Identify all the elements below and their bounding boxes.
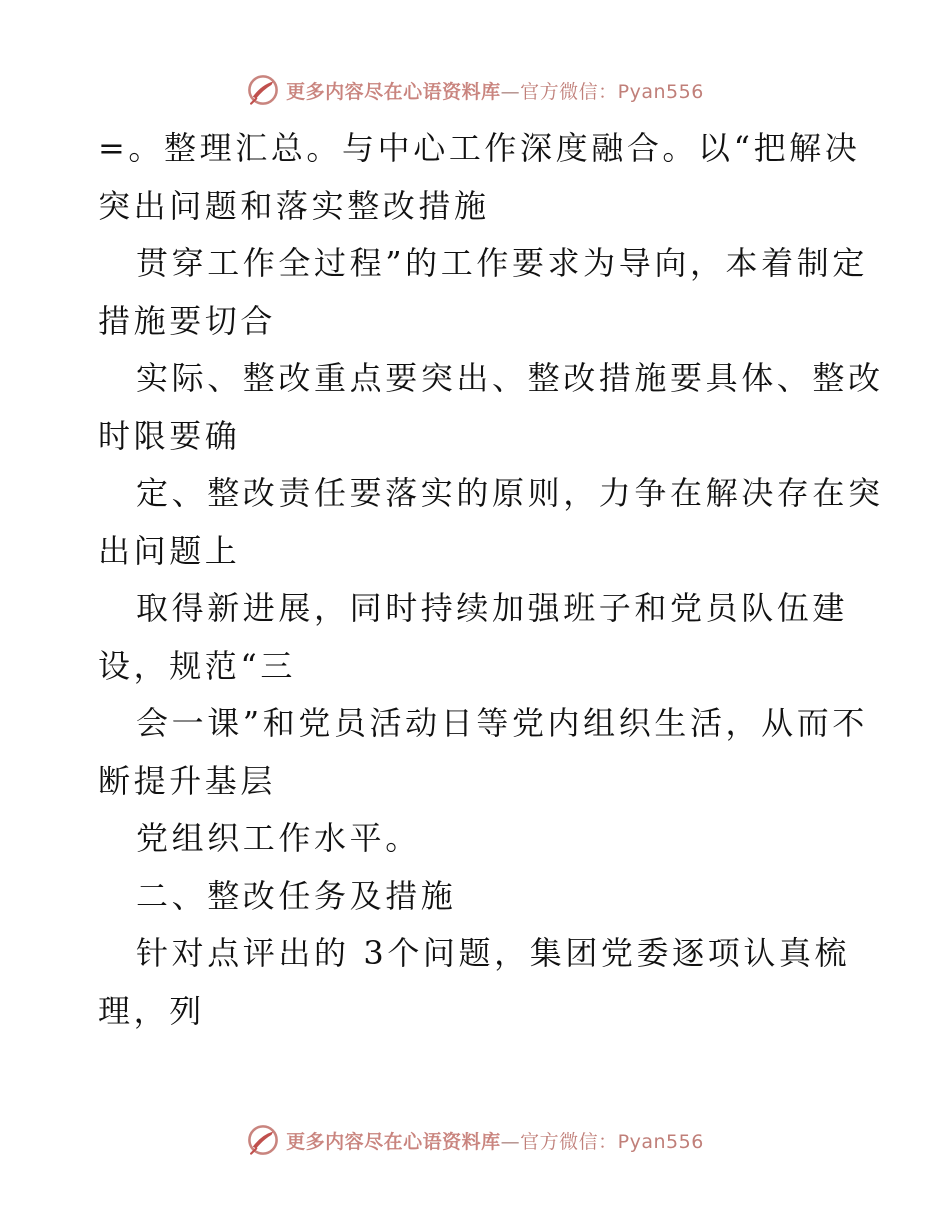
- text-line: 突出问题和落实整改措施: [98, 186, 490, 225]
- pen-logo-icon: [246, 73, 280, 107]
- text-line: 措施要切合: [98, 301, 277, 340]
- watermark-separator: —: [500, 1130, 521, 1153]
- text-line: =。整理汇总。与中心工作深度融合。以“把解决: [98, 129, 861, 167]
- pen-logo-icon: [246, 1123, 280, 1157]
- text-line: 设，规范“三: [98, 646, 296, 685]
- text-line: 贯穿工作全过程”的工作要求为导向，本着制定: [136, 244, 868, 282]
- text-line: 针对点评出的 3个问题，集团党委逐项认真梳: [136, 934, 851, 972]
- text-line: 理，列: [98, 991, 205, 1030]
- watermark-account: 官方微信：Pyan556: [520, 1130, 704, 1153]
- watermark-brand: 更多内容尽在心语资料库: [286, 1130, 501, 1153]
- watermark-separator: —: [500, 80, 521, 103]
- text-line: 时限要确: [98, 416, 241, 455]
- document-body: [98, 120, 884, 1040]
- text-line: 会一课”和党员活动日等党内组织生活，从而不: [136, 704, 868, 742]
- text-line: 党组织工作水平。: [136, 819, 421, 857]
- text-line: 二、整改任务及措施: [136, 876, 457, 915]
- text-line: 取得新进展，同时持续加强班子和党员队伍建: [136, 589, 849, 627]
- watermark-account: 官方微信：Pyan556: [520, 80, 704, 103]
- text-line: 断提升基层: [98, 761, 277, 800]
- footer-watermark: [0, 1120, 950, 1160]
- header-watermark: [0, 70, 950, 110]
- text-line: 定、整改责任要落实的原则，力争在解决存在突: [136, 474, 884, 512]
- text-line: 出问题上: [98, 531, 241, 570]
- text-line: 实际、整改重点要突出、整改措施要具体、整改: [136, 359, 884, 397]
- watermark-brand: 更多内容尽在心语资料库: [286, 80, 501, 103]
